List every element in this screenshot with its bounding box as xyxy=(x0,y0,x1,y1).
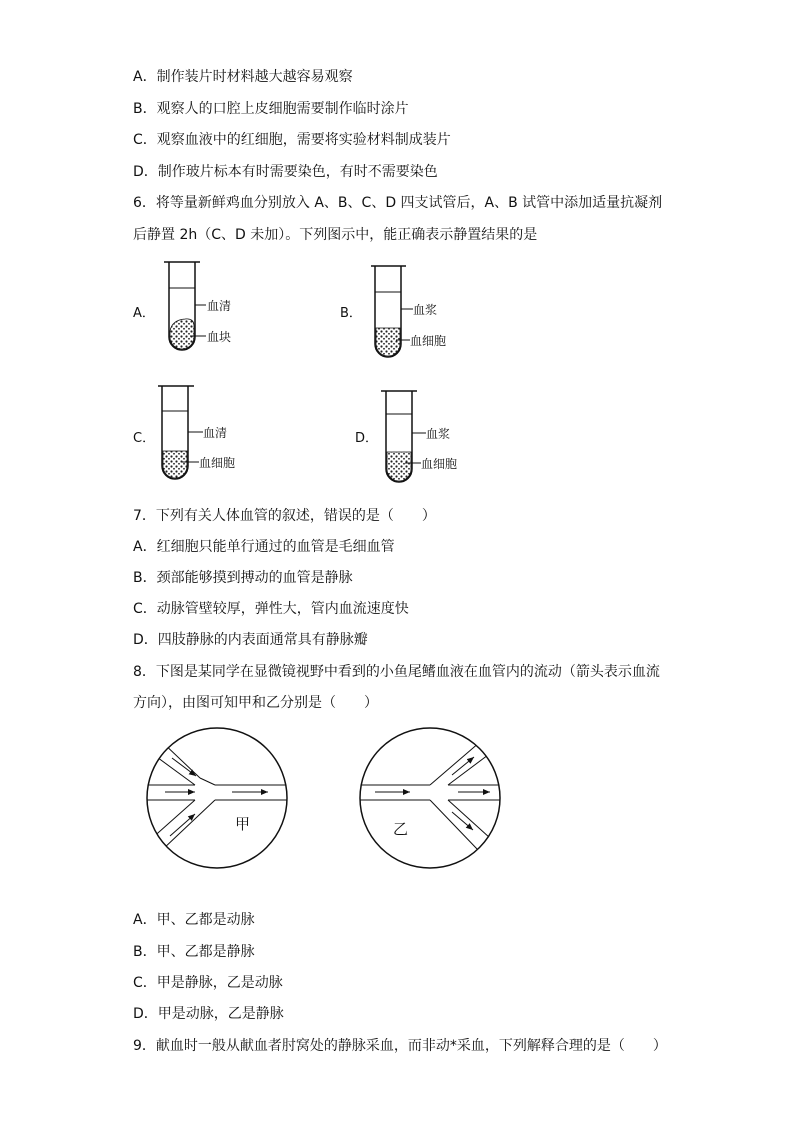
q6-stem-line2: 后静置 2h（C、D 未加）。下列图示中，能正确表示静置结果的是 xyxy=(133,227,538,243)
q7-option-c: C．动脉管壁较厚，弹性大，管内血流速度快 xyxy=(133,601,409,617)
q8-option-a: A．甲、乙都是动脉 xyxy=(133,912,255,928)
q7-option-d: D．四肢静脉的内表面通常具有静脉瓣 xyxy=(133,632,368,648)
tube-a-upper-label: 血清 xyxy=(207,299,232,313)
test-tube-b xyxy=(371,266,446,357)
field-label-yi: 乙 xyxy=(393,820,409,838)
test-tube-d xyxy=(381,391,457,482)
tube-b-letter: B． xyxy=(340,306,362,321)
test-tube-a xyxy=(164,262,231,350)
test-tube-c xyxy=(158,386,235,479)
q9-stem: 9．献血时一般从献血者肘窝处的静脉采血，而非动*采血，下列解释合理的是（ ） xyxy=(133,1038,667,1054)
tube-d-upper-label: 血浆 xyxy=(426,427,451,441)
q5-option-d: D．制作玻片标本有时需要染色，有时不需要染色 xyxy=(133,164,438,180)
q6-stem-line1: 6．将等量新鲜鸡血分别放入 A、B、C、D 四支试管后，A、B 试管中添加适量抗凝剂 xyxy=(133,195,663,211)
q7-option-a: A．红细胞只能单行通过的血管是毛细血管 xyxy=(133,539,395,555)
q8-option-c: C．甲是静脉，乙是动脉 xyxy=(133,975,283,991)
q5-option-c: C．观察血液中的红细胞，需要将实验材料制成装片 xyxy=(133,132,451,148)
tube-c-lower-label: 血细胞 xyxy=(199,456,236,470)
tube-a-letter: A． xyxy=(133,306,155,321)
tube-b-upper-label: 血浆 xyxy=(413,303,438,317)
q5-option-a: A．制作装片时材料越大越容易观察 xyxy=(133,69,353,85)
tube-c-upper-label: 血清 xyxy=(203,426,228,440)
q7-option-b: B．颈部能够摸到搏动的血管是静脉 xyxy=(133,570,353,586)
tube-d-lower-label: 血细胞 xyxy=(421,457,458,471)
tube-d-letter: D． xyxy=(355,431,379,446)
microscope-field-yi xyxy=(355,728,510,868)
q8-option-b: B．甲、乙都是静脉 xyxy=(133,944,255,960)
q8-stem-line2: 方向），由图可知甲和乙分别是（ ） xyxy=(133,695,378,711)
field-label-jia: 甲 xyxy=(235,815,251,833)
tube-a-lower-label: 血块 xyxy=(207,330,232,344)
q5-option-b: B．观察人的口腔上皮细胞需要制作临时涂片 xyxy=(133,101,409,117)
q8-option-d: D．甲是动脉，乙是静脉 xyxy=(133,1006,284,1022)
tube-b-lower-label: 血细胞 xyxy=(410,334,447,348)
q8-stem-line1: 8．下图是某同学在显微镜视野中看到的小鱼尾鳍血液在血管内的流动（箭头表示血流 xyxy=(133,664,660,680)
tube-c-letter: C． xyxy=(133,431,156,446)
q7-stem: 7．下列有关人体血管的叙述，错误的是（ ） xyxy=(133,508,436,524)
microscope-field-jia xyxy=(140,728,300,868)
